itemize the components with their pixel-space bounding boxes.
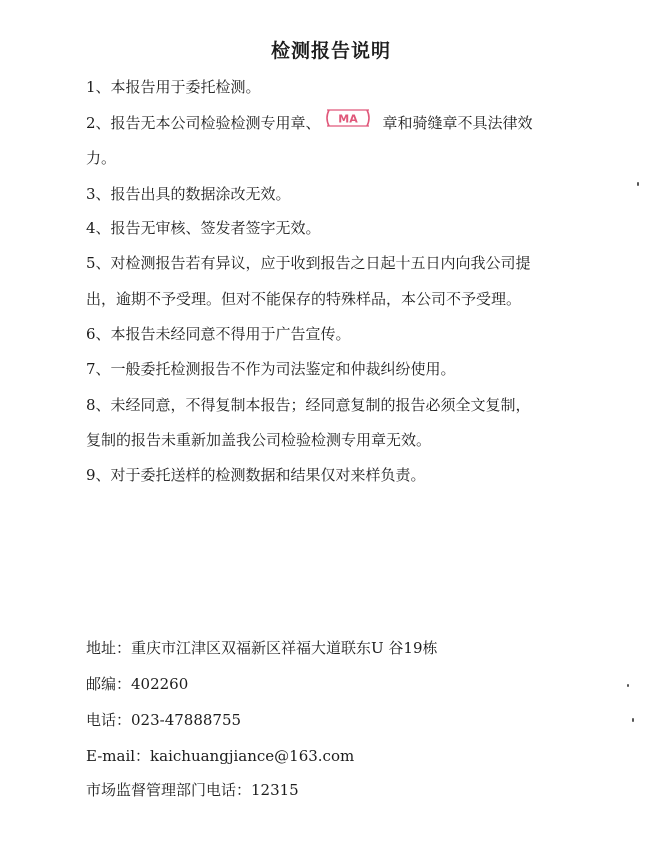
note-2	[86, 106, 586, 141]
note-6: 6、本报告未经同意不得用于广告宣传。	[86, 325, 351, 343]
note-2-continued: 力。	[86, 149, 117, 167]
note-4: 4、报告无审核、签发者签字无效。	[86, 219, 321, 237]
note-1: 1、本报告用于委托检测。	[86, 78, 261, 96]
postcode: 邮编：402260	[86, 675, 189, 693]
note-2-part-1: 2、报告无本公司检验检测专用章、	[86, 114, 321, 132]
scan-speck	[627, 684, 629, 687]
regulator-phone: 市场监督管理部门电话：12315	[86, 781, 299, 799]
note-8-continued: 复制的报告未重新加盖我公司检验检测专用章无效。	[86, 431, 432, 449]
note-9: 9、对于委托送样的检测数据和结果仅对来样负责。	[86, 466, 426, 484]
scan-speck	[637, 182, 639, 186]
cma-stamp-icon	[323, 107, 373, 141]
note-5-continued: 出，逾期不予受理。但对不能保存的特殊样品，本公司不予受理。	[86, 290, 522, 308]
note-7: 7、一般委托检测报告不作为司法鉴定和仲裁纠纷使用。	[86, 360, 456, 378]
phone: 电话：023-47888755	[86, 711, 242, 729]
scan-speck	[632, 718, 634, 722]
note-3: 3、报告出具的数据涂改无效。	[86, 185, 291, 203]
document-title: 检测报告说明	[270, 40, 391, 62]
note-5: 5、对检测报告若有异议，应于收到报告之日起十五日内向我公司提	[86, 254, 531, 272]
cma-stamp-text: MA	[337, 112, 358, 126]
note-8: 8、未经同意，不得复制本报告；经同意复制的报告必须全文复制，	[86, 396, 531, 414]
note-2-part-2: 章和骑缝章不具法律效	[382, 114, 533, 132]
address: 地址：重庆市江津区双福新区祥福大道联东U 谷19栋	[86, 639, 438, 657]
email: E-mail：kaichuangjiance@163.com	[86, 747, 355, 765]
